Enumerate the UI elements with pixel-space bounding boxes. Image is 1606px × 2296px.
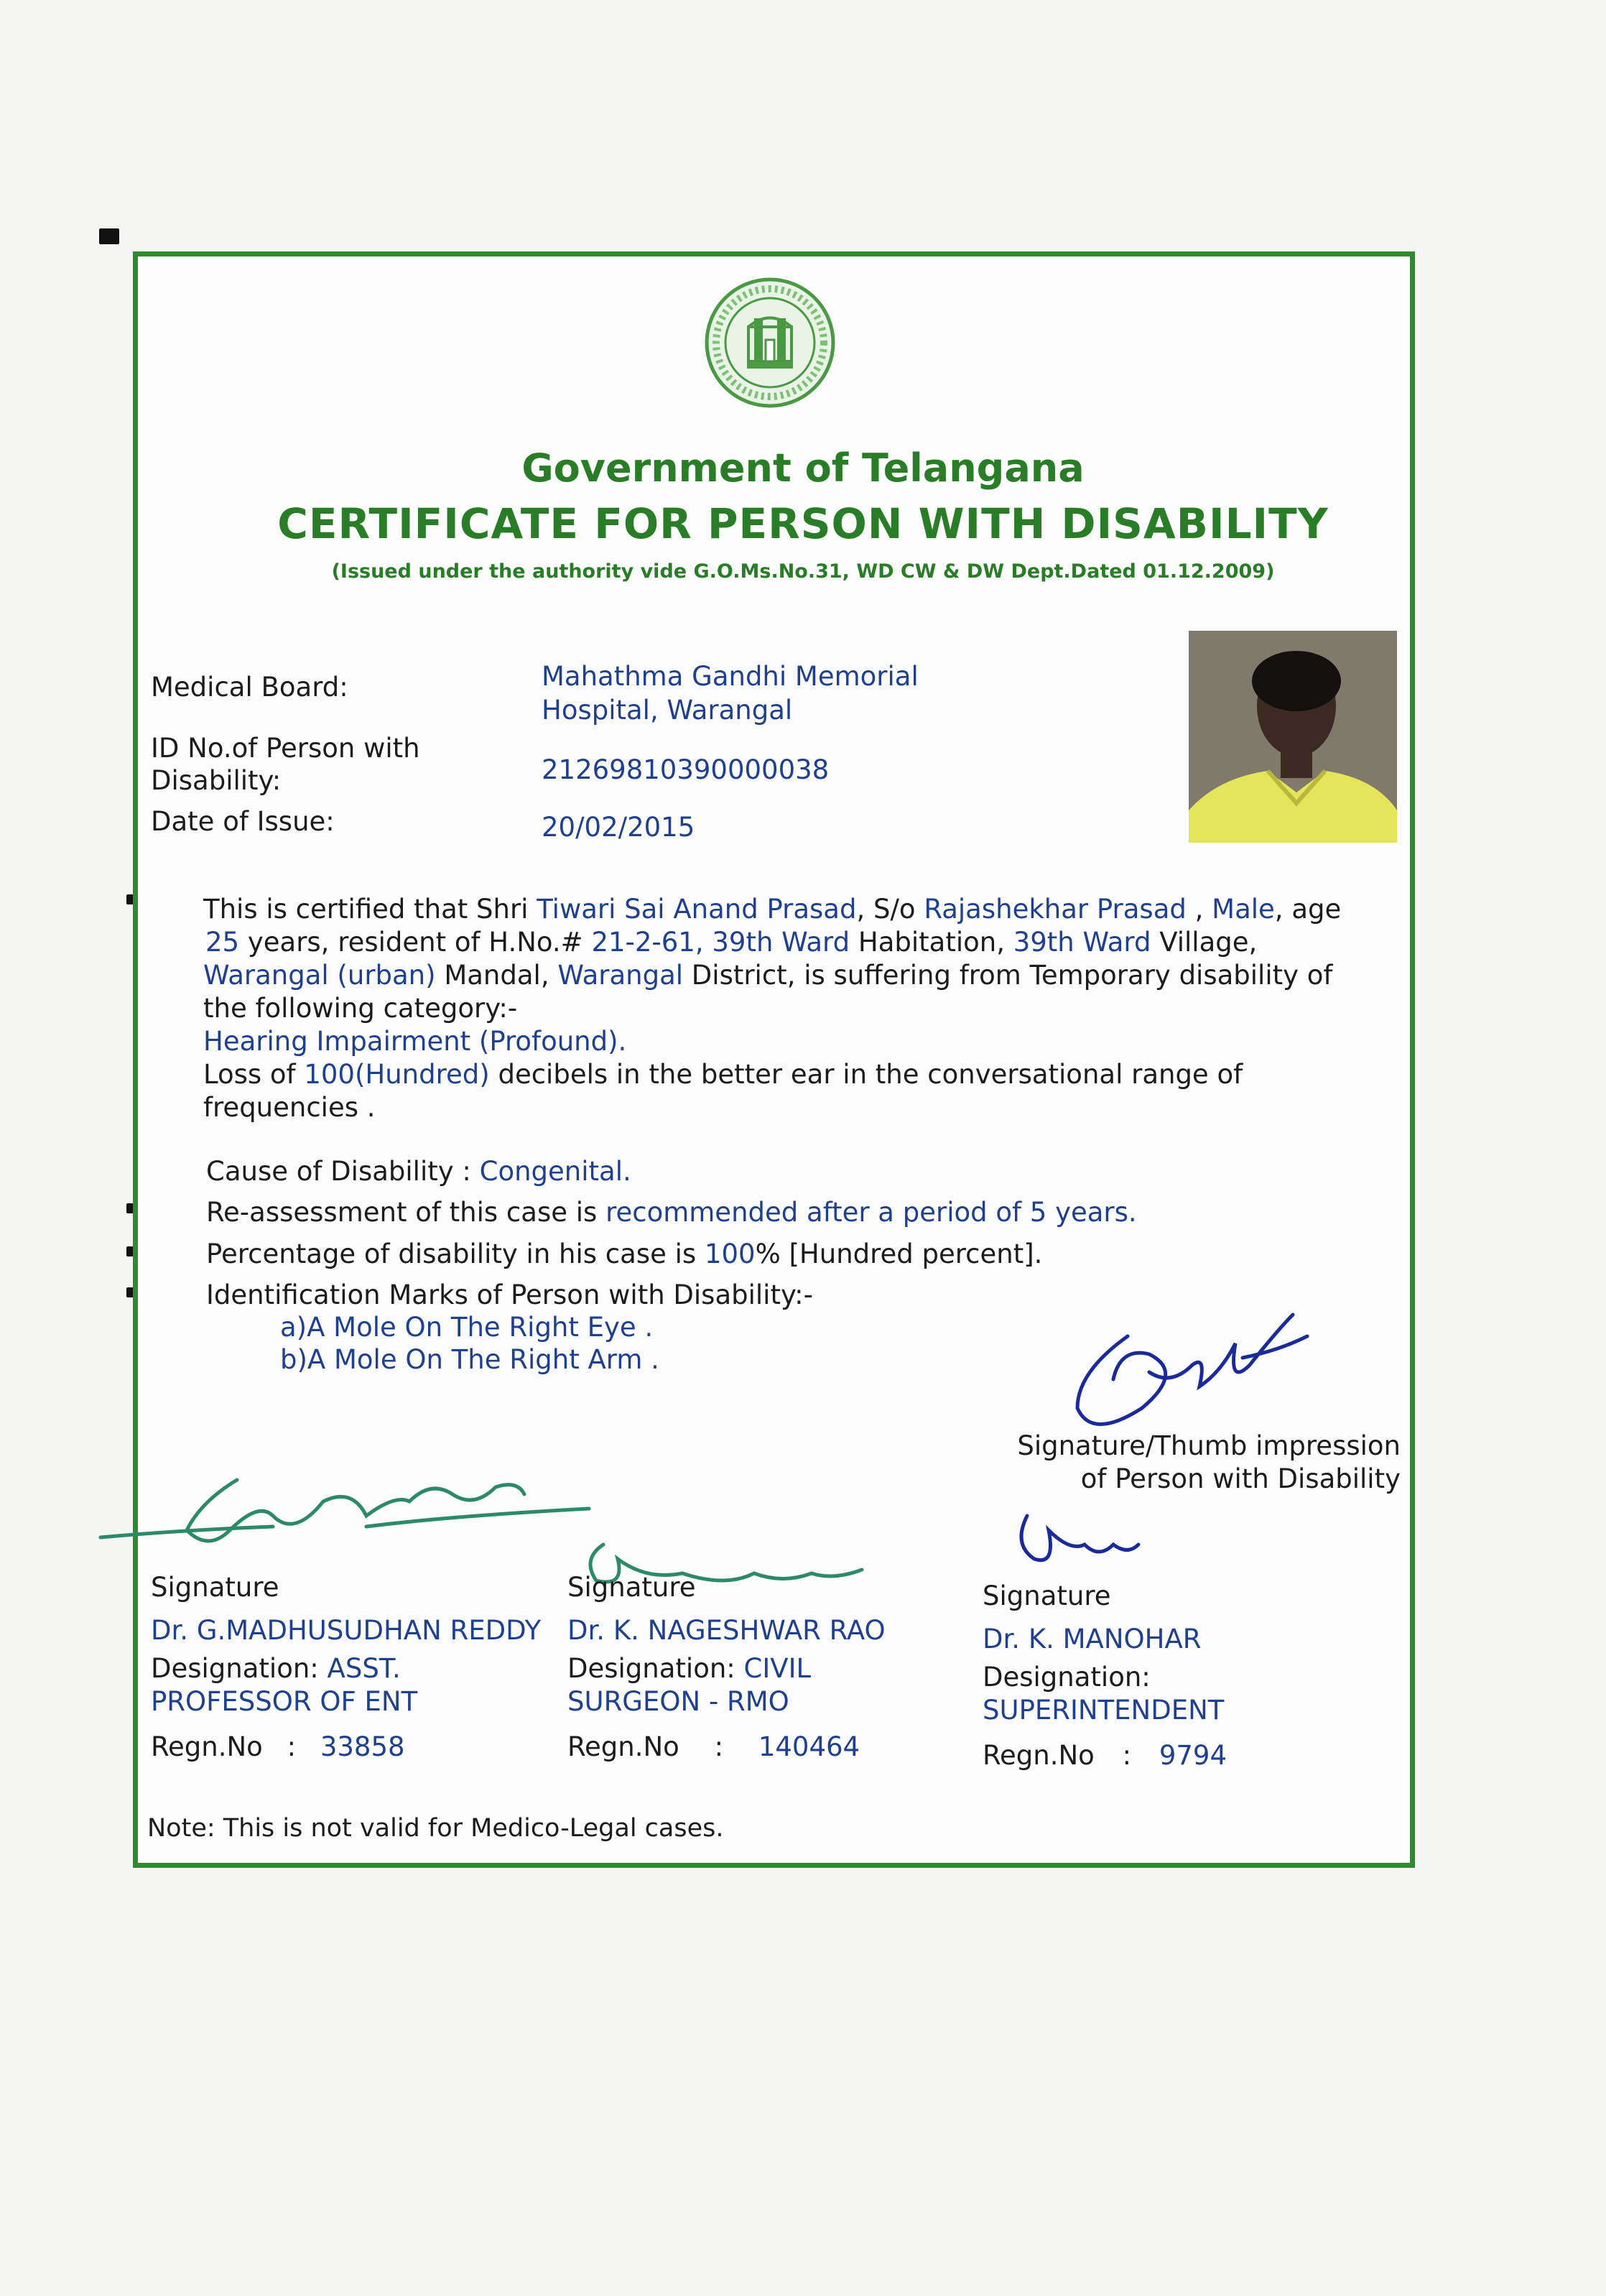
cause-of-disability: Cause of Disability : Congenital. <box>206 1156 631 1187</box>
government-heading: Government of Telangana <box>521 445 1085 491</box>
id-value: 21269810390000038 <box>542 754 830 785</box>
percentage-of-disability: Percentage of disability in his case is 100% [Hundred percent]. <box>206 1239 1043 1269</box>
house-number: 21-2-61, 39th Ward <box>591 927 850 958</box>
id-label-line1: ID No.of Person with <box>151 733 420 764</box>
scan-mark <box>99 228 119 244</box>
district: Warangal <box>557 960 684 991</box>
signatory-2: Signature Dr. K. NAGESHWAR RAO Designation: CIVIL SURGEON - RMO Regn.No : 140464 <box>567 1572 886 1762</box>
gender: Male <box>1212 894 1275 925</box>
cause-value: Congenital. <box>479 1156 631 1187</box>
signatory-3-name: Dr. K. MANOHAR <box>983 1624 1202 1654</box>
validity-note: Note: This is not valid for Medico-Legal cases. <box>147 1814 724 1843</box>
reassessment: Re-assessment of this case is recommended after a period of 5 years. <box>206 1197 1137 1228</box>
percentage-value: 100 <box>704 1239 756 1269</box>
mandal: Warangal (urban) <box>203 960 436 991</box>
medical-board-label: Medical Board: <box>151 672 348 703</box>
person-name: Tiwari Sai Anand Prasad <box>537 894 857 925</box>
signatory-1-signature-scribble <box>93 1458 611 1580</box>
father-name: Rajashekhar Prasad <box>924 894 1187 925</box>
statement-line-4: the following category:- <box>203 993 518 1024</box>
statement-line-6: Loss of 100(Hundred) decibels in the better ear in the conversational range of <box>203 1059 1243 1090</box>
signatory-2-name: Dr. K. NAGESHWAR RAO <box>567 1615 886 1646</box>
identification-marks-label: Identification Marks of Person with Disability:- <box>206 1279 813 1310</box>
hearing-loss: 100(Hundred) <box>304 1059 490 1090</box>
statement-line-1: This is certified that Shri Tiwari Sai Anand Prasad, S/o Rajashekhar Prasad , Male, age <box>203 894 1342 925</box>
authority-subtitle: (Issued under the authority vide G.O.Ms.No.31, WD CW & DW Dept.Dated 01.12.2009) <box>331 560 1275 583</box>
medical-board-line1: Mahathma Gandhi Memorial <box>542 661 919 692</box>
telangana-seal-icon <box>704 277 837 409</box>
signatory-1-name: Dr. G.MADHUSUDHAN REDDY <box>151 1615 542 1646</box>
disability-category: Hearing Impairment (Profound). <box>203 1026 627 1057</box>
statement-line-2: 25 years, resident of H.No.# 21-2-61, 39th Ward Habitation, 39th Ward Village, <box>205 927 1258 958</box>
signatory-3-signature-scribble <box>1006 1501 1142 1580</box>
age: 25 <box>205 927 240 958</box>
applicant-photo <box>1189 631 1397 843</box>
person-signature-caption: Signature/Thumb impression of Person with Disability <box>1017 1430 1401 1494</box>
statement-line-7: frequencies . <box>203 1092 376 1123</box>
identification-mark-b: b)A Mole On The Right Arm . <box>280 1344 659 1375</box>
id-label-line2: Disability: <box>151 765 282 796</box>
signatory-3: Signature Dr. K. MANOHAR Designation: SUPERINTENDENT Regn.No : 9794 <box>983 1580 1227 1771</box>
date-value: 20/02/2015 <box>542 812 695 843</box>
identification-mark-a: a)A Mole On The Right Eye . <box>280 1312 654 1343</box>
person-signature-scribble <box>1063 1286 1314 1444</box>
certification-statement <box>203 893 1410 1124</box>
medical-board-line2: Hospital, Warangal <box>542 695 793 726</box>
statement-line-3: Warangal (urban) Mandal, Warangal District, is suffering from Temporary disability of <box>203 960 1333 991</box>
certificate-title: CERTIFICATE FOR PERSON WITH DISABILITY <box>277 499 1329 548</box>
village: 39th Ward <box>1013 927 1151 958</box>
signatory-1: Signature Dr. G.MADHUSUDHAN REDDY Designation: ASST. PROFESSOR OF ENT Regn.No : 33858 <box>151 1572 542 1762</box>
reassessment-value: recommended after a period of 5 years. <box>605 1197 1137 1228</box>
date-label: Date of Issue: <box>151 806 335 837</box>
